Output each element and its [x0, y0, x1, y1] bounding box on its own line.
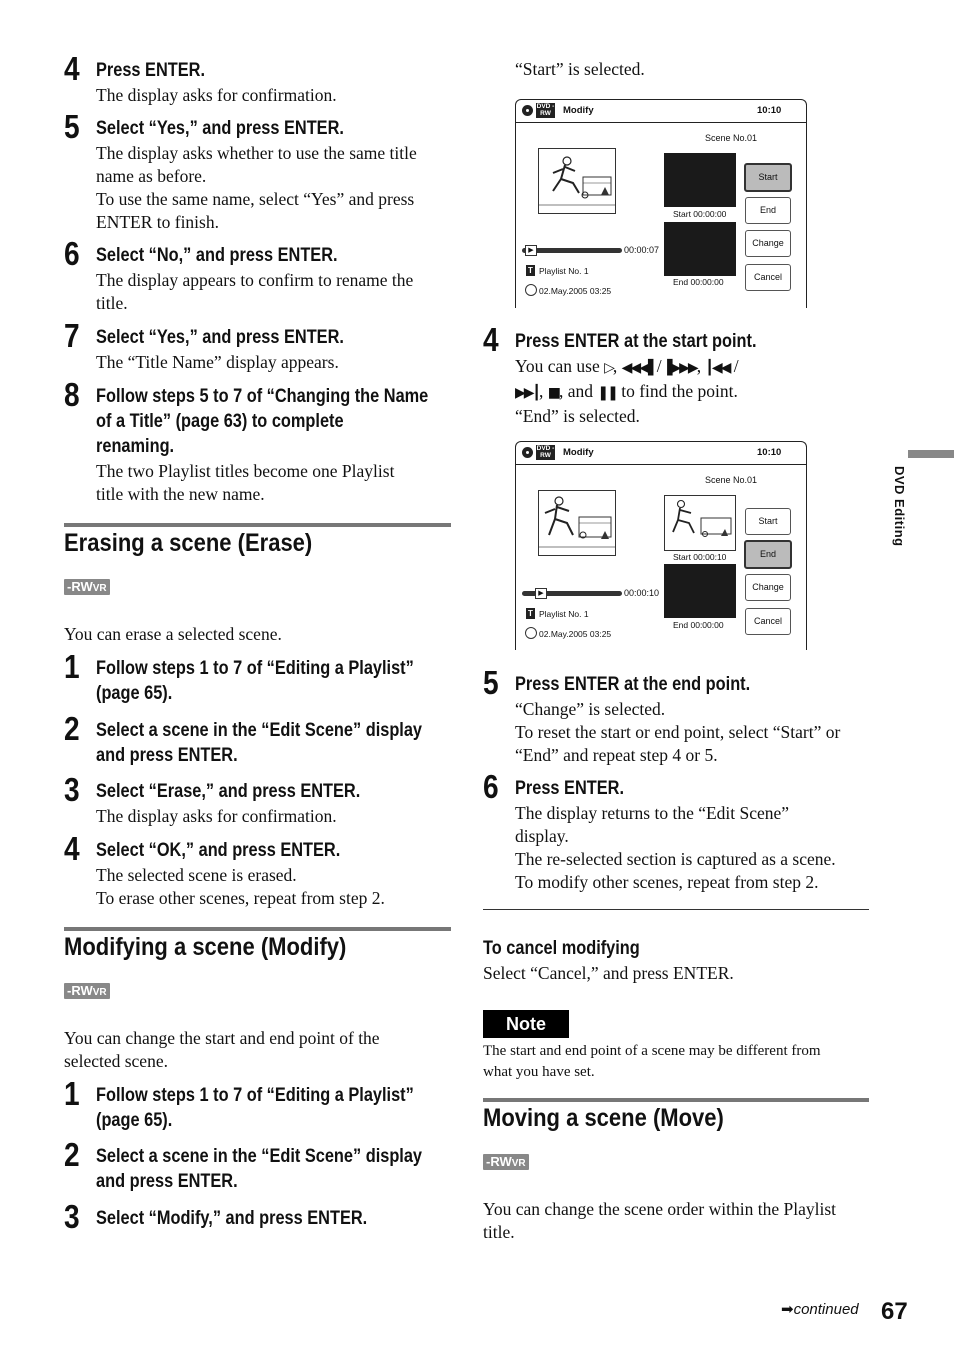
start-caption: Start 00:00:00: [673, 209, 727, 219]
step-number: 7: [64, 317, 80, 354]
step-text: The selected scene is erased. To erase other scenes, repeat from step 2.: [96, 865, 385, 908]
step-number: 4: [64, 830, 80, 867]
rw-vr-badge: -RWVR: [64, 579, 110, 595]
soccer-player-image: [665, 496, 735, 550]
start-button[interactable]: Start: [745, 508, 791, 535]
start-button[interactable]: Start: [744, 163, 792, 192]
change-button[interactable]: Change: [745, 230, 791, 257]
step-heading: Select “Yes,” and press ENTER.: [96, 118, 344, 139]
playlist-label: Playlist No. 1: [539, 609, 589, 619]
divider: [483, 909, 869, 910]
disc-icon: [522, 105, 533, 116]
step-heading: Press ENTER at the end point.: [515, 674, 751, 695]
timecode: 00:00:07: [624, 245, 660, 255]
step-number: 4: [483, 321, 499, 358]
end-frame: [664, 222, 736, 276]
step-text: The “Title Name” display appears.: [96, 352, 339, 372]
section-rule: [64, 927, 451, 931]
step-heading: Select a scene in the “Edit Scene” display and press ENTER.: [96, 1146, 423, 1192]
progress-marker: ▶: [525, 245, 537, 256]
stop-icon: ■: [547, 385, 559, 401]
dvd-rw-icon: DVD -RW: [536, 445, 555, 459]
note-label: Note: [483, 1010, 569, 1038]
step-number: 4: [64, 50, 80, 87]
step-heading: Select a scene in the “Edit Scene” display and press ENTER.: [96, 720, 423, 766]
step-number: 1: [64, 1075, 80, 1112]
cancel-modifying-text: Select “Cancel,” and press ENTER.: [483, 963, 734, 983]
timecode: 00:00:10: [624, 588, 660, 598]
step-heading: Select “No,” and press ENTER.: [96, 245, 338, 266]
step-number: 2: [64, 710, 80, 747]
rw-vr-badge: -RWVR: [64, 983, 110, 999]
step-number: 3: [64, 1198, 80, 1235]
cancel-button[interactable]: Cancel: [745, 264, 791, 291]
note-text: The start and end point of a scene may be different from what you have set.: [483, 1043, 821, 1080]
disc-icon: [522, 447, 533, 458]
date-label: 02.May.2005 03:25: [539, 286, 612, 296]
modify-section-title: Modifying a scene (Modify): [64, 933, 347, 961]
soccer-player-image: [539, 491, 615, 555]
step-text: You can use ▷, ◀◀◀▌/▐▶▶▶, ┃◀◀ / ▶▶┃, ■, and ❚❚ to find the point. “End” is selected.: [515, 356, 739, 426]
step-heading: Follow steps 1 to 7 of “Editing a Playlist” (page 65).: [96, 658, 414, 704]
step-heading: Press ENTER.: [96, 60, 205, 81]
step-number: 5: [64, 108, 80, 145]
clock-icon: [525, 284, 537, 296]
change-button[interactable]: Change: [745, 574, 791, 601]
step-heading: Select “Erase,” and press ENTER.: [96, 781, 361, 802]
step-heading: Follow steps 1 to 7 of “Editing a Playlist” (page 65).: [96, 1085, 414, 1131]
step-number: 6: [64, 235, 80, 272]
step-heading: Select “OK,” and press ENTER.: [96, 840, 341, 861]
scene-number: Scene No.01: [705, 133, 758, 143]
cancel-modifying-heading: To cancel modifying: [483, 938, 640, 959]
date-label: 02.May.2005 03:25: [539, 629, 612, 639]
modify-screen-end: [515, 441, 807, 650]
screen-mode: Modify: [563, 105, 594, 116]
section-rule: [64, 523, 451, 527]
arrow-right-icon: ➡: [781, 1300, 794, 1318]
next-icon: ▶▶┃: [515, 385, 539, 401]
sidebar-label: DVD Editing: [892, 466, 907, 547]
section-rule: [483, 1098, 869, 1102]
continued-label: ➡continued: [781, 1300, 859, 1318]
screen-clock: 10:10: [757, 447, 782, 458]
step-number: 8: [64, 376, 80, 413]
scene-number: Scene No.01: [705, 475, 758, 485]
cancel-button[interactable]: Cancel: [745, 608, 791, 635]
step-text: “Change” is selected. To reset the start or end point, select “Start” or “End” and repeat step 4 or 5.: [515, 699, 841, 765]
move-section-title: Moving a scene (Move): [483, 1104, 724, 1132]
sidebar-tab: [908, 450, 954, 458]
scene-thumbnail: [538, 148, 616, 214]
rw-vr-badge: -RWVR: [483, 1154, 529, 1170]
playlist-label: Playlist No. 1: [539, 266, 589, 276]
step-text: The display asks for confirmation.: [96, 85, 337, 105]
step-text: The display asks for confirmation.: [96, 806, 337, 826]
step-text: The two Playlist titles become one Playlist title with the new name.: [96, 461, 395, 504]
clock-icon: [525, 627, 537, 639]
erase-intro: You can erase a selected scene.: [64, 624, 282, 644]
screen-mode: Modify: [563, 447, 594, 458]
step-number: 1: [64, 648, 80, 685]
modify-intro: You can change the start and end point of the selected scene.: [64, 1028, 380, 1071]
step-heading: Press ENTER at the start point.: [515, 331, 757, 352]
step-heading: Press ENTER.: [515, 778, 624, 799]
start-frame: [664, 153, 736, 207]
step-number: 2: [64, 1136, 80, 1173]
start-caption: Start 00:00:10: [673, 552, 727, 562]
left-column: [64, 0, 454, 1352]
step-heading: Follow steps 5 to 7 of “Changing the Name of a Title” (page 63) to complete renaming.: [96, 386, 429, 457]
end-frame: [664, 564, 736, 618]
modify-screen-start: [515, 99, 807, 308]
step-number: 6: [483, 768, 499, 805]
rewind-icon: ◀◀◀▌: [621, 360, 657, 376]
progress-bar: [522, 248, 622, 253]
step-text: The display returns to the “Edit Scene” display. The re-selected section is captured as a scene. To modify other scenes, repeat from step 2.: [515, 803, 836, 892]
screen-header: [516, 442, 806, 465]
screen-clock: 10:10: [757, 105, 782, 116]
page-number: 67: [881, 1298, 908, 1325]
play-icon: ▷: [604, 360, 613, 376]
erase-section-title: Erasing a scene (Erase): [64, 529, 313, 557]
scene-thumbnail: [538, 490, 616, 556]
step-text: The display appears to confirm to rename the title.: [96, 270, 414, 313]
end-caption: End 00:00:00: [673, 620, 724, 630]
screen-header: [516, 100, 806, 123]
right-column: [483, 0, 883, 1352]
start-selected-text: “Start” is selected.: [515, 59, 645, 79]
fast-forward-icon: ▐▶▶▶: [661, 360, 697, 376]
pause-icon: ❚❚: [597, 385, 617, 401]
step-number: 3: [64, 771, 80, 808]
end-caption: End 00:00:00: [673, 277, 724, 287]
end-button[interactable]: End: [745, 197, 791, 224]
start-frame-thumbnail: [664, 495, 736, 551]
dvd-rw-icon: DVD -RW: [536, 103, 555, 117]
progress-marker: ▶: [535, 588, 547, 599]
end-button[interactable]: End: [744, 540, 792, 569]
step-heading: Select “Modify,” and press ENTER.: [96, 1208, 368, 1229]
move-intro: You can change the scene order within the Playlist title.: [483, 1199, 836, 1242]
title-icon: T: [526, 608, 535, 619]
soccer-player-image: [539, 149, 615, 213]
title-icon: T: [526, 265, 535, 276]
step-heading: Select “Yes,” and press ENTER.: [96, 327, 344, 348]
step-text: The display asks whether to use the same title name as before. To use the same name, select “Yes” and press ENTER to finish.: [96, 143, 417, 232]
step-number: 5: [483, 664, 499, 701]
previous-icon: ┃◀◀: [705, 360, 730, 376]
